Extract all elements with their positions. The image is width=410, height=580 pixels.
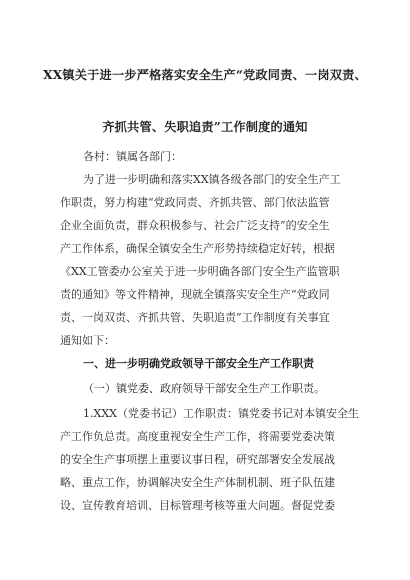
document-title-line-2: 齐抓共管、失职追责”工作制度的通知: [102, 120, 308, 134]
paragraph-line: 为了进一步明确和落实XX镇各级各部门的安全生产工: [83, 173, 341, 186]
paragraph-line: 作职责，努力构建“党政同责、齐抓共管、部门依法监管: [60, 196, 330, 209]
item-line: 1.XXX（党委书记）工作职责：镇党委书记对本镇安全生: [83, 407, 359, 420]
paragraph-line: 《XX工管委办公室关于进一步明确各部门安全生产监管职: [60, 265, 340, 278]
section-heading-1: 一、进一步明确党政领导干部安全生产工作职责: [83, 357, 314, 370]
item-line: 设、宣传教育培训、目标管理考核等重大问题。督促党委: [60, 499, 335, 512]
subsection-heading-1: （一）镇党委、政府领导干部安全生产工作职责。: [83, 382, 325, 395]
item-line: 略、重点工作，协调解决安全生产体制机制、班子队伍建: [60, 476, 335, 489]
salutation: 各村：镇属各部门：: [83, 150, 182, 163]
item-line: 产工作负总责。高度重视安全生产工作，将需要党委决策: [60, 430, 335, 443]
document-title-line-1: XX镇关于进一步严格落实安全生产“党政同责、一岗双责、: [43, 68, 367, 82]
paragraph-line: 责、一岗双责、齐抓共管、失职追责”工作制度有关事宜: [60, 311, 330, 324]
paragraph-line: 产工作体系，确保全镇安全生产形势持续稳定好转，根据: [60, 242, 335, 255]
paragraph-line: 通知如下：: [60, 334, 115, 347]
paragraph-line: 责的通知》等文件精神，现就全镇落实安全生产“党政同: [60, 288, 330, 301]
paragraph-line: 企业全面负责，群众积极参与、社会广泛支持”的安全生: [60, 219, 330, 232]
item-line: 的安全生产事项摆上重要议事日程，研究部署安全发展战: [60, 453, 335, 466]
